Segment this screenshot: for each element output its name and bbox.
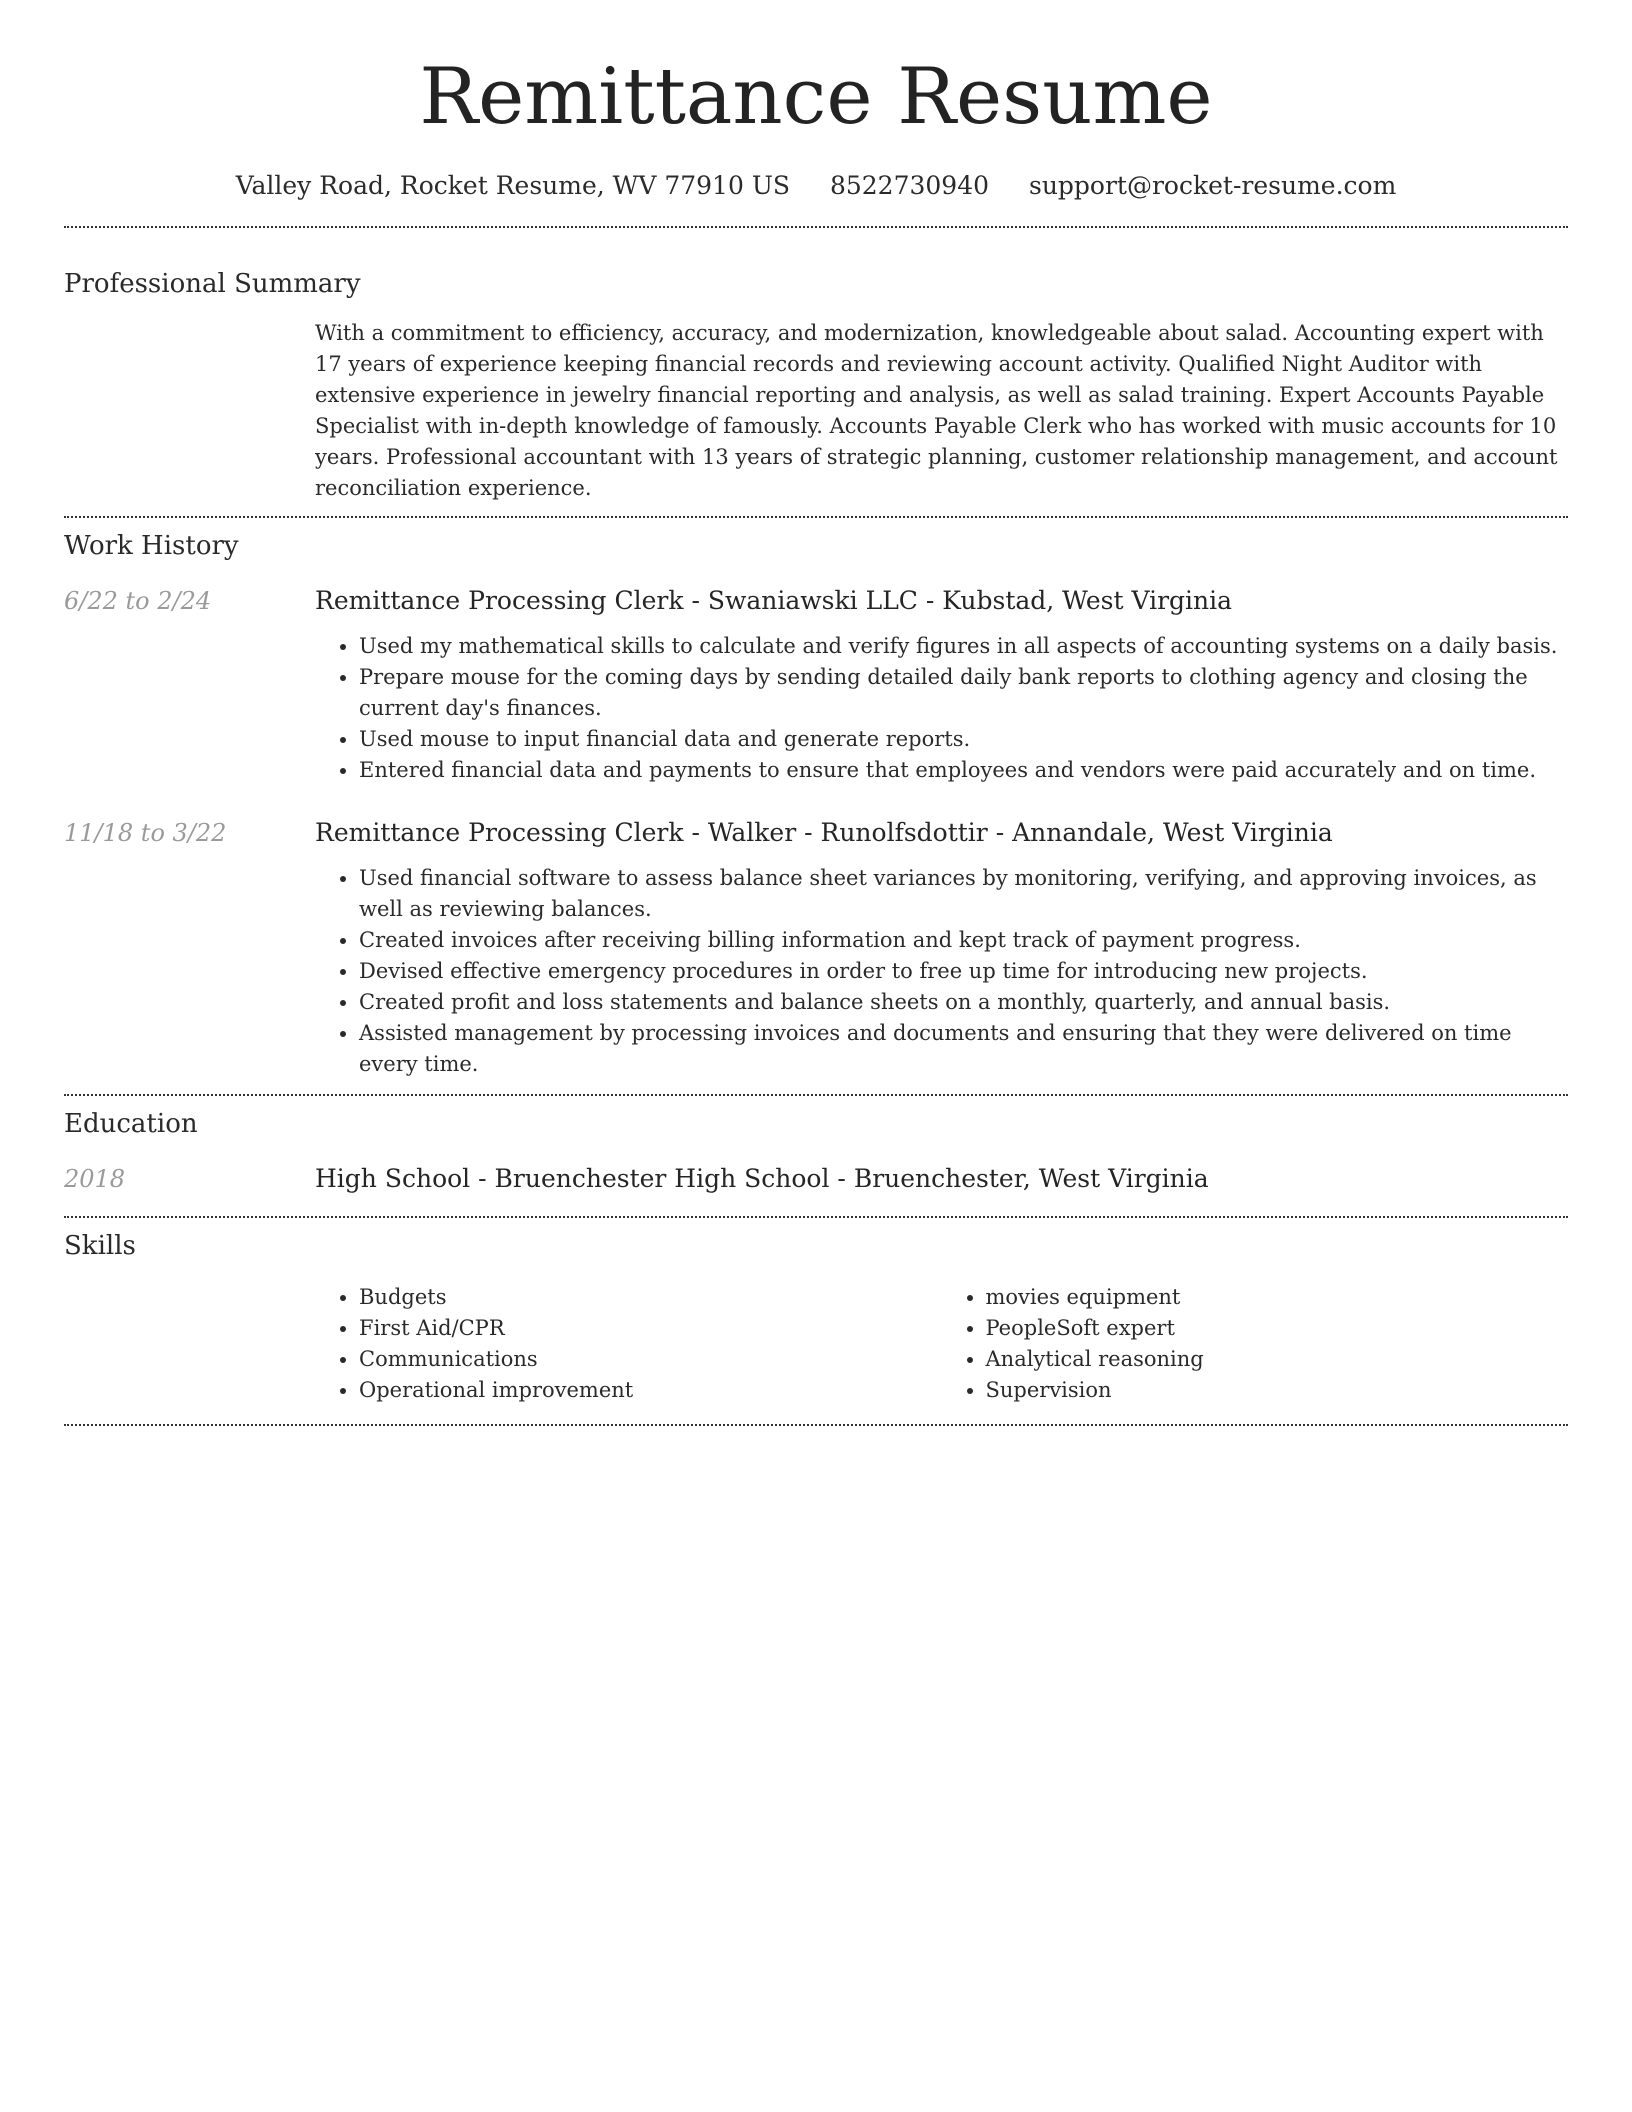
contact-phone: 8522730940 xyxy=(829,171,990,200)
skill-item: • PeopleSoft expert xyxy=(986,1313,1569,1344)
skill-item: • Operational improvement xyxy=(359,1375,942,1406)
job-dates: 6/22 to 2/24 xyxy=(64,587,212,615)
skills-column-right xyxy=(942,1282,1569,1406)
skill-item: • Communications xyxy=(359,1344,942,1375)
education-entry xyxy=(64,1162,1568,1196)
contact-email: support@rocket-resume.com xyxy=(1028,171,1397,200)
list-item: • Used financial software to assess balance sheet variances by monitoring, verifying, and approving invoices, as well as reviewing balances. xyxy=(359,863,1568,925)
list-item: • Devised effective emergency procedures in order to free up time for introducing new projects. xyxy=(359,956,1568,987)
summary-heading: Professional Summary xyxy=(64,269,361,299)
job-entry xyxy=(64,816,1568,1080)
divider xyxy=(64,1216,1568,1218)
education-title: High School - Bruenchester High School - Bruenchester, West Virginia xyxy=(315,1164,1209,1193)
skill-item: • Budgets xyxy=(359,1282,942,1313)
education-heading: Education xyxy=(64,1109,198,1139)
summary-text: With a commitment to efficiency, accuracy, and modernization, knowledgeable about salad. Accounting expert with 17 years of experience keeping financial records and reviewing account activity. Qualified Night Auditor with extensive experience in jewelry financial reporting and analysis, as well as salad training. Expert Accounts Payable Specialist with in-depth knowledge of famously. Accounts Payable Clerk who has worked with music accounts for 10 years. Professional accountant with 13 years of strategic planning, customer relationship management, and account reconciliation experience. xyxy=(315,321,1558,500)
job-title: Remittance Processing Clerk - Swaniawski LLC - Kubstad, West Virginia xyxy=(315,586,1233,615)
list-item: • Used my mathematical skills to calculate and verify figures in all aspects of accounting systems on a daily basis. xyxy=(359,631,1568,662)
list-item: • Assisted management by processing invoices and documents and ensuring that they were delivered on time every time. xyxy=(359,1018,1568,1080)
skill-item: • movies equipment xyxy=(986,1282,1569,1313)
education-year: 2018 xyxy=(64,1165,126,1193)
job-dates: 11/18 to 3/22 xyxy=(64,819,227,847)
skill-item: • First Aid/CPR xyxy=(359,1313,942,1344)
skill-item: • Analytical reasoning xyxy=(986,1344,1569,1375)
divider xyxy=(64,1094,1568,1096)
resume-page xyxy=(64,0,1568,1426)
divider xyxy=(64,1424,1568,1426)
skill-item: • Supervision xyxy=(986,1375,1569,1406)
work-history-heading: Work History xyxy=(64,531,239,561)
contact-address: Valley Road, Rocket Resume, WV 77910 US xyxy=(235,171,791,200)
job-bullets xyxy=(315,863,1568,1080)
skills-heading: Skills xyxy=(64,1231,136,1261)
divider xyxy=(64,516,1568,518)
list-item: • Used mouse to input financial data and generate reports. xyxy=(359,724,1568,755)
list-item: • Created invoices after receiving billing information and kept track of payment progress. xyxy=(359,925,1568,956)
resume-name: Remittance Resume xyxy=(419,52,1213,142)
skills-list xyxy=(315,1282,1568,1406)
list-item: • Prepare mouse for the coming days by sending detailed daily bank reports to clothing agency and closing the current day's finances. xyxy=(359,662,1568,724)
list-item: • Entered financial data and payments to ensure that employees and vendors were paid accurately and on time. xyxy=(359,755,1568,786)
job-entry xyxy=(64,584,1568,786)
job-bullets xyxy=(315,631,1568,786)
summary-row xyxy=(64,318,1568,504)
contact-line xyxy=(64,166,1568,206)
skills-column-left xyxy=(315,1282,942,1406)
list-item: • Created profit and loss statements and balance sheets on a monthly, quarterly, and annual basis. xyxy=(359,987,1568,1018)
job-title: Remittance Processing Clerk - Walker - Runolfsdottir - Annandale, West Virginia xyxy=(315,818,1333,847)
